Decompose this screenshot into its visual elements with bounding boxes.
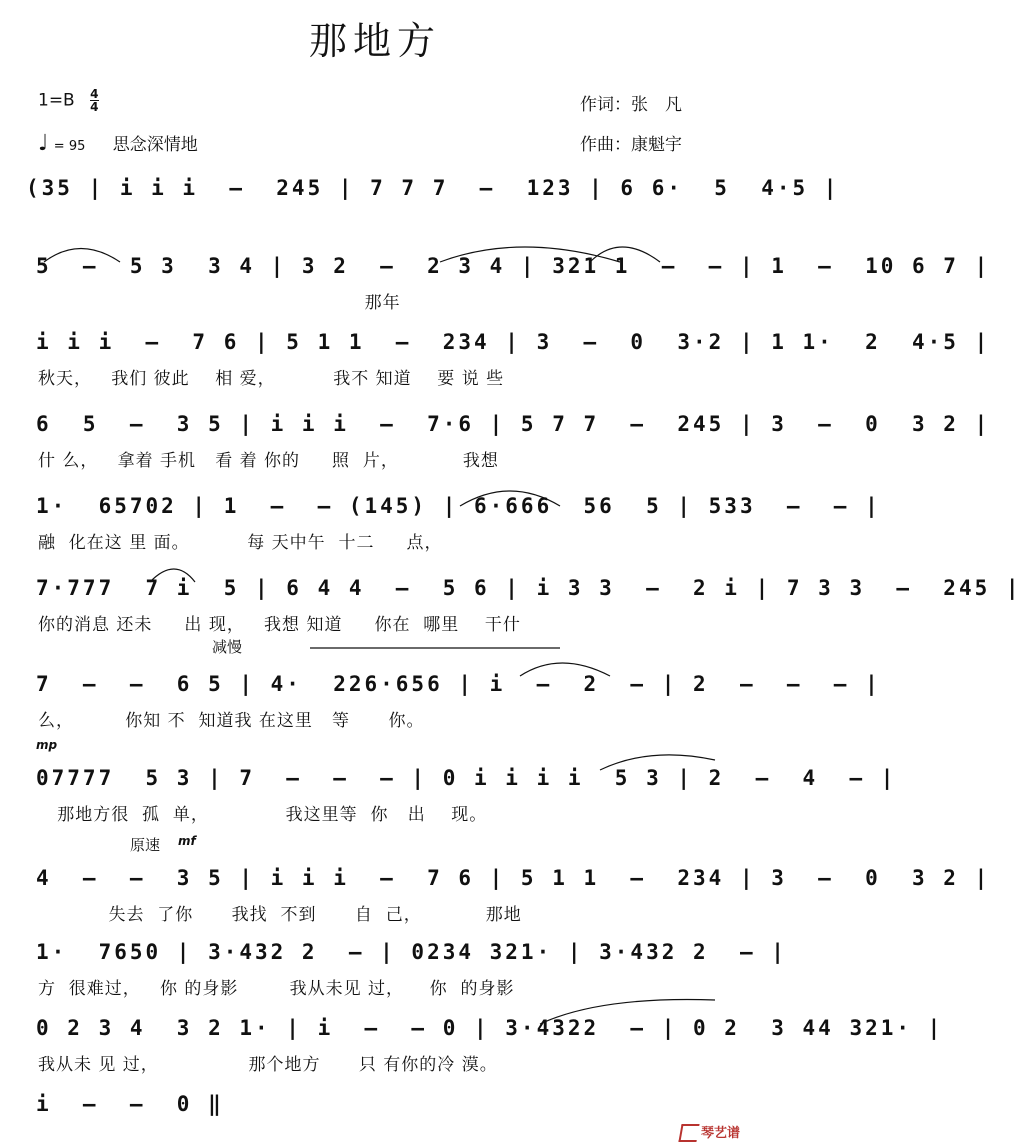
notes-line: 6 5 – 3 5 | i i i – 7·6 | 5 7 7 – 245 | 3 – 0 3 2 |: [36, 412, 991, 436]
lyrics-line: 么， 你知 不 知道我 在这里 等 你。: [38, 711, 425, 731]
lyrics-line: 你的消息 还未 出 现， 我想 知道 你在 哪里 干什: [38, 615, 521, 635]
tempo-marking: ♩ = 95 思念深情地: [38, 131, 198, 156]
notes-line: 7·777 7 i 5 | 6 4 4 – 5 6 | i 3 3 – 2 i | 7 3 3 – 245 |: [36, 576, 1022, 600]
tempo-original: 原速: [130, 836, 161, 854]
notes-line: (35 | i i i – 245 | 7 7 7 – 123 | 6 6· 5 4·5 |: [26, 176, 840, 200]
lyrics-line: 我从未 见 过， 那个地方 只 有你的冷 漠。: [38, 1055, 498, 1075]
watermark-logo: 琴艺谱: [680, 1122, 740, 1143]
notes-line: 4 – – 3 5 | i i i – 7 6 | 5 1 1 – 234 | 3 – 0 3 2 |: [36, 866, 991, 890]
quarter-note-icon: ♩: [38, 131, 49, 156]
lyrics-line: 那地方很 孤 单， 我这里等 你 出 现。: [38, 805, 488, 825]
lyrics-line: 什 么， 拿着 手机 看 着 你的 照 片， 我想: [38, 451, 499, 471]
notes-line: 7 – – 6 5 | 4· 226·656 | i – 2 – | 2 – – – |: [36, 672, 881, 696]
lyrics-line: 秋天， 我们 彼此 相 爱， 我不 知道 要 说 些: [38, 369, 505, 389]
notes-line: i i i – 7 6 | 5 1 1 – 234 | 3 – 0 3·2 | 1 1· 2 4·5 |: [36, 330, 991, 354]
lyrics-line: 融 化在这 里 面。 每 天中午 十二 点，: [38, 533, 443, 553]
time-signature: $\frac{4}{4}$: [90, 87, 99, 114]
logo-icon: [678, 1124, 699, 1142]
lyricist-credit: 作词：张 凡: [580, 95, 682, 115]
notes-line: 5 – 5 3 3 4 | 3 2 – 2 3 4 | 321 1 – – | 1 – 10 6 7 |: [36, 254, 991, 278]
tempo-change-slow: 减慢: [212, 638, 243, 656]
lyrics-line: 方 很难过， 你 的身影 我从未见 过， 你 的身影: [38, 979, 515, 999]
key-signature: [38, 88, 99, 113]
lyrics-line: 那年: [38, 293, 401, 313]
notes-line: i – – 0 ‖: [36, 1092, 224, 1116]
dynamic-mf: mf: [178, 834, 196, 848]
notes-line: 0 2 3 4 3 2 1· | i – – 0 | 3·4322 – | 0 2 3 44 321· |: [36, 1016, 944, 1040]
composer-credit: 作曲：康魁宇: [580, 135, 682, 155]
notes-line: 1· 65702 | 1 – – (145) | 6·666 56 5 | 533 – – |: [36, 494, 881, 518]
expression-text: 思念深情地: [112, 135, 198, 155]
notes-line: 07777 5 3 | 7 – – – | 0 i i i i 5 3 | 2 – 4 – |: [36, 766, 897, 790]
dynamic-mp: mp: [36, 738, 58, 752]
key-label: 1=B: [38, 90, 75, 111]
song-title: 那地方: [308, 19, 441, 63]
notes-line: 1· 7650 | 3·432 2 – | 0234 321· | 3·432 2 – |: [36, 940, 787, 964]
lyrics-line: 失去 了你 我找 不到 自 己， 那地: [38, 905, 522, 925]
